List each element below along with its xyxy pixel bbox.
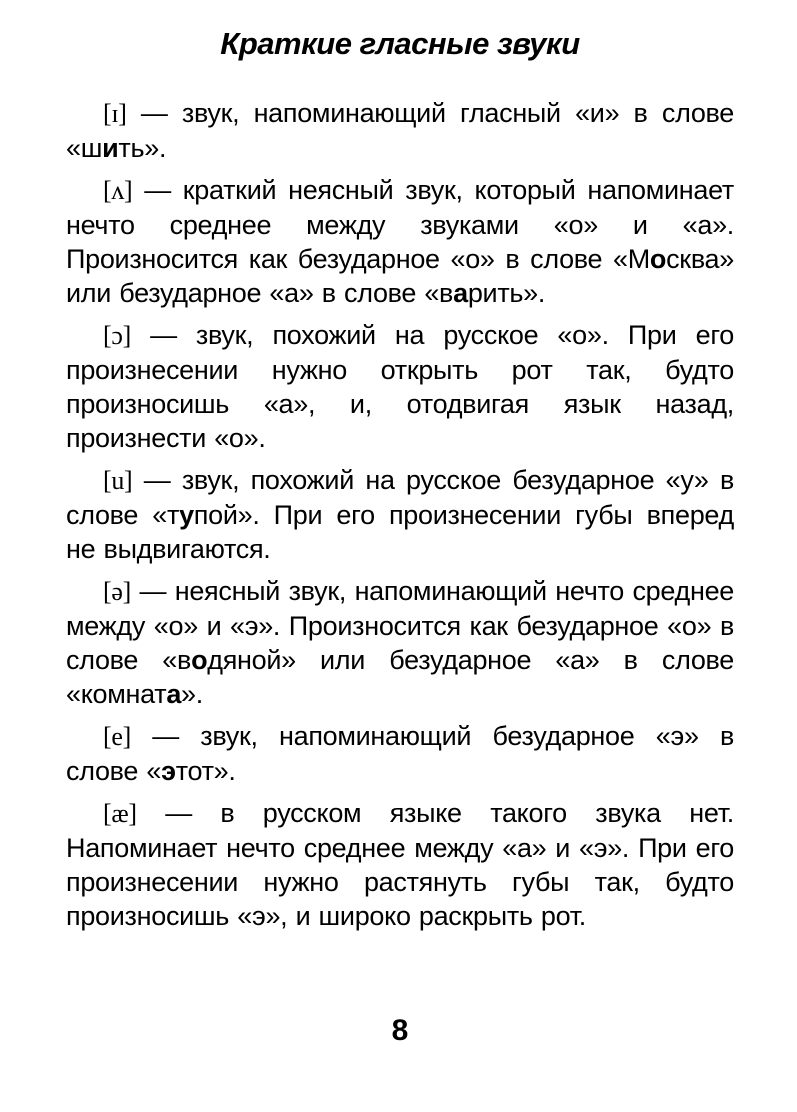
text-run: ». xyxy=(181,679,203,709)
text-run: рить». xyxy=(467,278,546,308)
sound-paragraph-u xyxy=(66,463,734,566)
phonetic-symbol: [ɔ] xyxy=(103,321,131,350)
stressed-letter: о xyxy=(649,244,667,274)
text-run: — звук, напоминающий безударное «э» в слове « xyxy=(66,721,734,786)
text-run: пой». При его произнесении губы вперед не выдвигаются. xyxy=(66,500,734,564)
text-run: ть». xyxy=(118,133,167,163)
phonetic-symbol: [u] xyxy=(103,466,133,495)
text-run: — неясный звук, напоминающий нечто среднее между «о» и «э». Произносится как безударное «о» в слове «в xyxy=(66,576,734,675)
book-page xyxy=(66,0,734,1112)
stressed-letter: а xyxy=(166,679,182,709)
phonetic-symbol: [æ] xyxy=(103,799,137,828)
stressed-letter: о xyxy=(191,645,208,675)
phonetic-symbol: [ə] xyxy=(103,577,131,606)
sound-paragraph-short-i xyxy=(66,96,734,165)
page-number: 8 xyxy=(391,1014,409,1047)
phonetic-symbol: [e] xyxy=(103,722,131,751)
text-run: — звук, напоминающий гласный «и» в слове «ш xyxy=(66,98,734,163)
sound-paragraph-open-o xyxy=(66,318,734,455)
text-body xyxy=(66,96,734,941)
text-run: — в русском языке такого звука нет. Напоминает нечто среднее между «а» и «э». При его произнесении нужно растянуть губы так, будто произносишь «э», и широко раскрыть рот. xyxy=(66,798,734,931)
text-run: — звук, похожий на русское «о». При его произнесении нужно открыть рот так, будто произносишь «а», и, отодвигая язык назад, произнести «о». xyxy=(66,320,734,453)
sound-paragraph-schwa xyxy=(66,574,734,711)
sound-paragraph-e xyxy=(66,719,734,788)
text-run: дяной» или безударное «а» в слове «комнат xyxy=(66,645,734,709)
page-title: Краткие гласные звуки xyxy=(220,26,580,61)
stressed-letter: у xyxy=(179,500,194,530)
sound-paragraph-wedge xyxy=(66,173,734,310)
phonetic-symbol: [ʌ] xyxy=(103,176,133,205)
text-run: — звук, похожий на русское безударное «у» в слове «т xyxy=(66,465,734,530)
phonetic-symbol: [ɪ] xyxy=(103,99,127,128)
stressed-letter: э xyxy=(161,756,176,786)
stressed-letter: и xyxy=(102,133,119,163)
text-run: — краткий неясный звук, который напоминает нечто среднее между звуками «о» и «а». Произносится как безударное «о» в слове «М xyxy=(66,175,734,274)
sound-paragraph-ae xyxy=(66,796,734,933)
stressed-letter: а xyxy=(453,278,468,308)
text-run: тот». xyxy=(175,756,236,786)
text-run: сква» или безударное «а» в слове «в xyxy=(66,244,734,308)
